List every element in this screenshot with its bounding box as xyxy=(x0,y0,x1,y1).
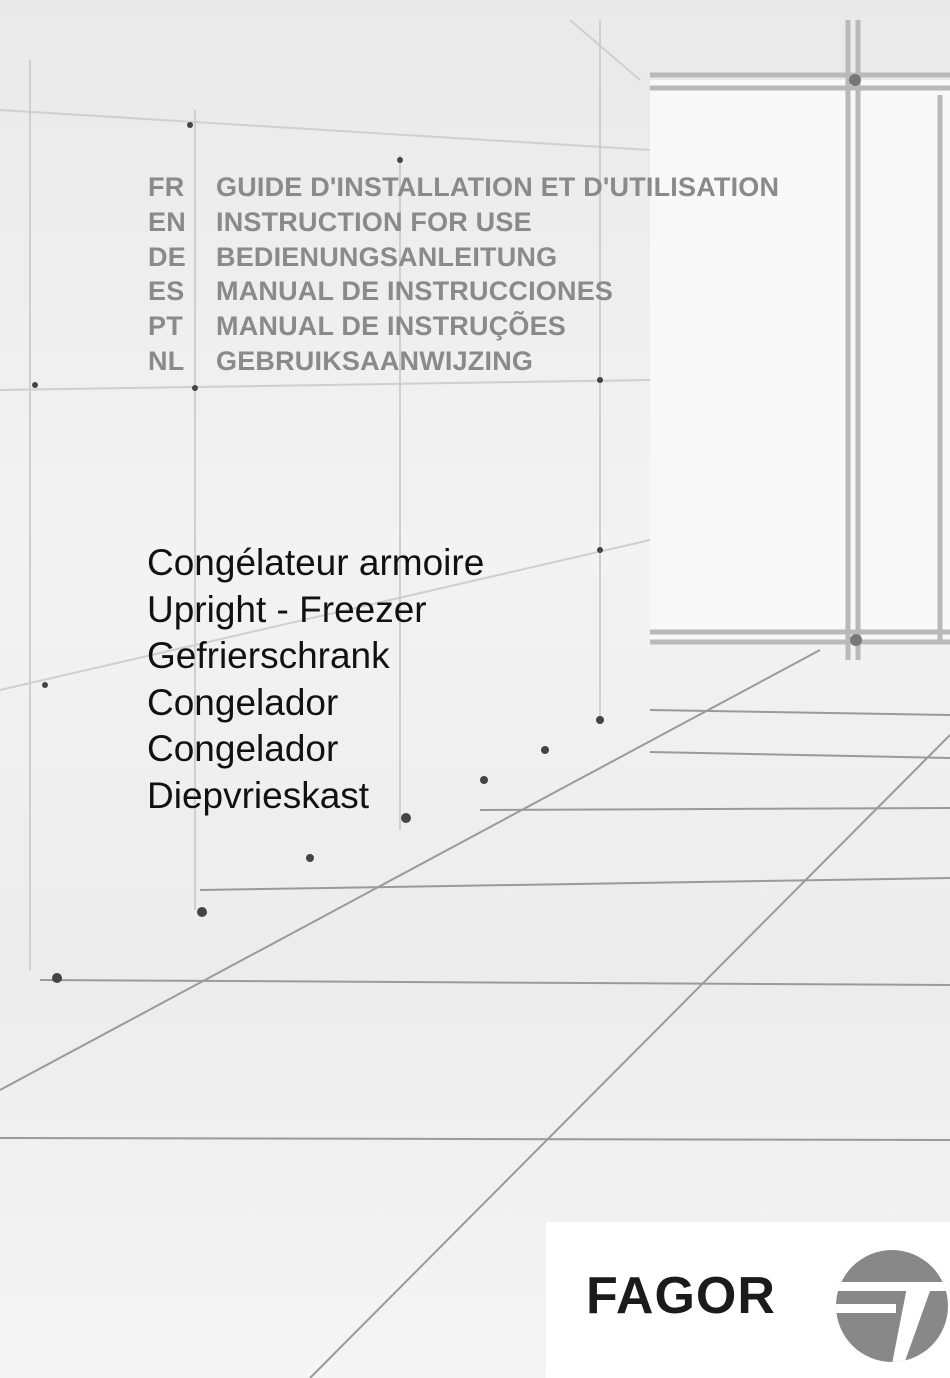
product-name-de: Gefrierschrank xyxy=(147,635,390,676)
manual-title: MANUAL DE INSTRUCCIONES xyxy=(216,276,614,307)
product-name-fr: Congélateur armoire xyxy=(147,542,485,583)
product-name-nl: Diepvrieskast xyxy=(147,774,370,816)
language-code: DE xyxy=(148,241,186,272)
language-row-en xyxy=(148,207,779,242)
language-title-list xyxy=(148,172,779,381)
language-row-pt xyxy=(148,311,779,346)
language-code: EN xyxy=(148,206,186,237)
product-name-pt: Congelador xyxy=(147,728,339,769)
manual-title: BEDIENUNGSANLEITUNG xyxy=(216,241,558,272)
language-row-es xyxy=(148,276,779,311)
product-name-en: Upright - Freezer xyxy=(147,588,427,630)
manual-title: MANUAL DE INSTRUÇÕES xyxy=(216,311,567,342)
product-name-es: Congelador xyxy=(147,681,339,723)
brand-logo-panel xyxy=(546,1222,950,1378)
language-row-nl xyxy=(148,346,779,381)
brand-wordmark: FAGOR xyxy=(586,1267,776,1325)
language-row-fr xyxy=(148,172,779,207)
fagor-f-symbol-icon xyxy=(834,1248,950,1364)
language-code: FR xyxy=(148,172,185,202)
language-row-de xyxy=(148,242,779,277)
product-name-list xyxy=(147,540,484,819)
language-code: ES xyxy=(148,276,185,307)
language-code: PT xyxy=(148,311,183,342)
manual-title: GEBRUIKSAANWIJZING xyxy=(216,345,534,376)
language-code: NL xyxy=(148,345,185,376)
manual-title: INSTRUCTION FOR USE xyxy=(216,206,532,237)
manual-title: GUIDE D'INSTALLATION ET D'UTILISATION xyxy=(216,172,780,202)
